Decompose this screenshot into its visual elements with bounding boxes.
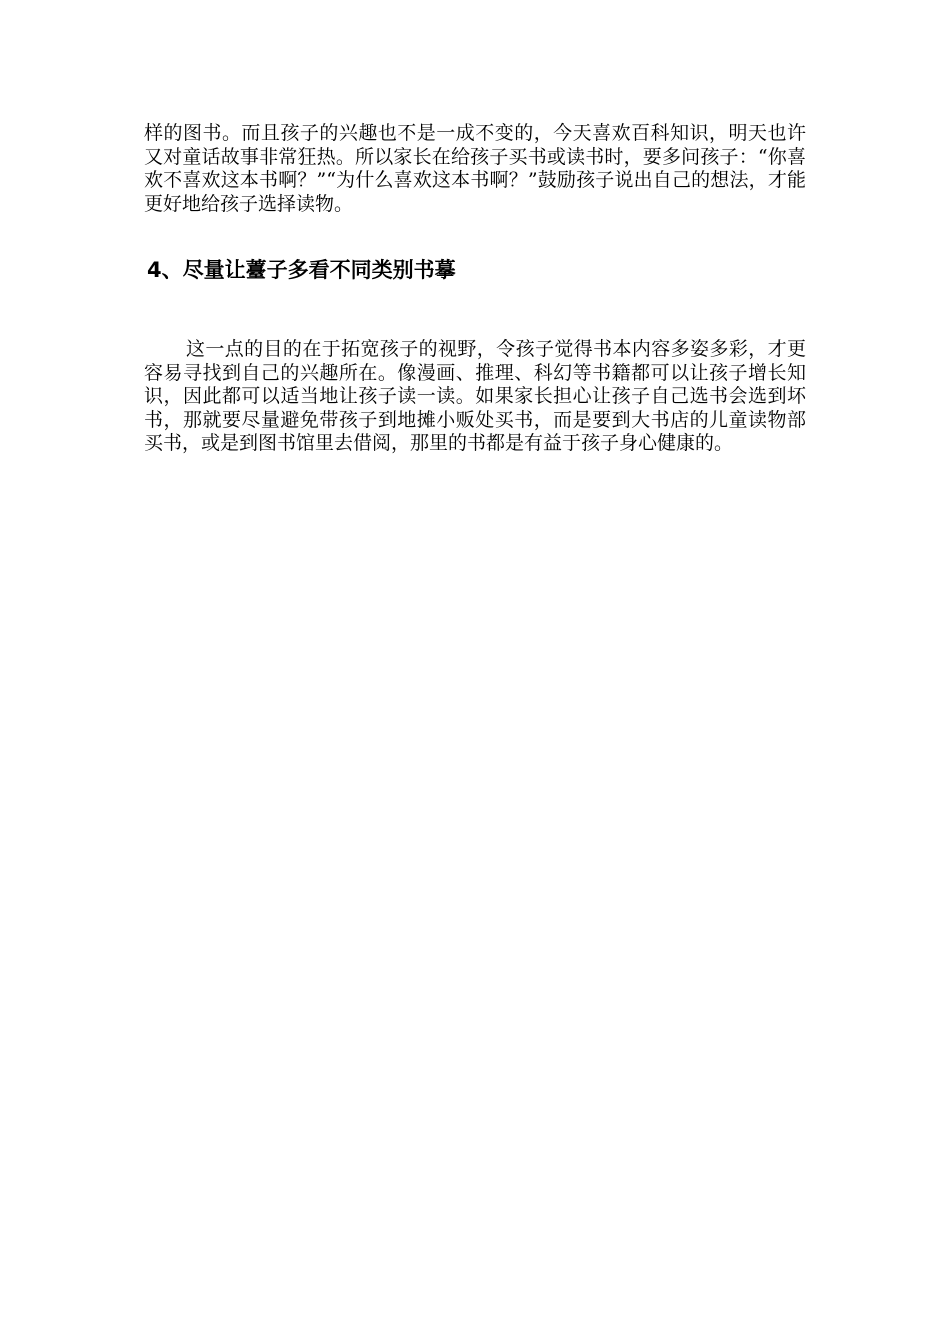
body-paragraph-1: 样的图书。而且孩子的兴趣也不是一成不变的，今天喜欢百科知识，明天也许又对童话故事非常狂热。所以家长在给孩子买书或读书时，要多问孩子：“你喜欢不喜欢这本书啊？”“为什么喜欢这本书啊？”鼓励孩子说出自己的想法，才能更好地给孩子选择读物。 (144, 122, 806, 215)
body-paragraph-2: 这一点的目的在于拓宽孩子的视野，令孩子觉得书本内容多姿多彩，才更容易寻找到自己的兴趣所在。像漫画、推理、科幻等书籍都可以让孩子增长知识，因此都可以适当地让孩子读一读。如果家长担心让孩子自己选书会选到坏书，那就要尽量避免带孩子到地摊小贩处买书，而是要到大书店的儿童读物部买书，或是到图书馆里去借阅，那里的书都是有益于孩子身心健康的。 (144, 338, 806, 454)
section-heading: 4、尽量让薹子多看不同类别书摹 (147, 258, 456, 282)
